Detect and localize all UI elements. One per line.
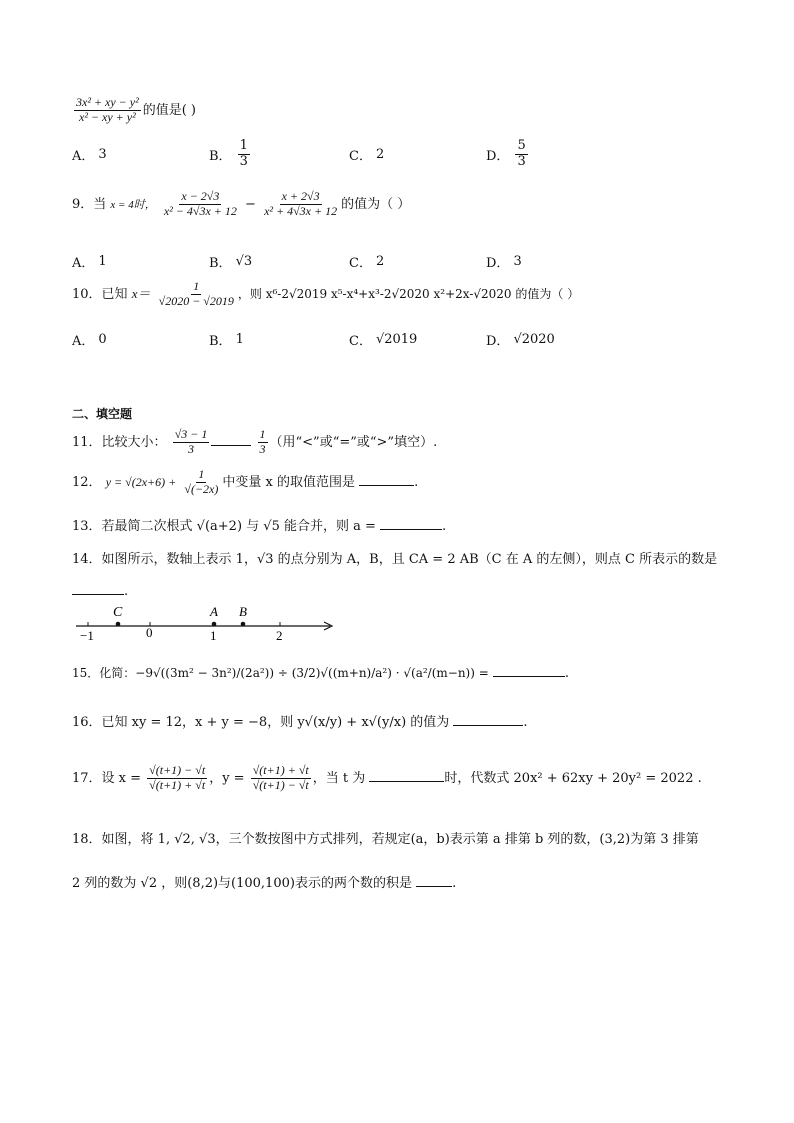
section-heading: 二、填空题 [72,407,133,421]
tick-label-0: 0 [146,625,153,640]
q8-denominator: x² − xy + y² [79,109,136,124]
option-letter: C． [349,334,372,349]
q9-fraction-1-numerator: x − 2√3 [181,189,220,203]
option-value: 2 [375,147,385,162]
q9-option-b[interactable] [209,252,252,271]
point-c-label: C [113,605,123,620]
q8-option-c[interactable] [349,145,384,164]
q8-options [72,138,672,169]
q9-fraction-2-denominator: x² + 4√3x + 12 [264,203,338,218]
point-a-dot [212,622,217,627]
q8-fraction [74,96,141,125]
option-value: √2020 [513,332,555,347]
q10-number: 10．已知 [72,286,128,302]
option-numerator: 5 [517,138,526,153]
q10-expression: ，则 x⁶-2√2019 x⁵-x⁴+x³-2√2020 x²+2x-√2020 的值为（ ） [237,286,580,301]
q10-option-b[interactable] [209,330,244,349]
q17-answer-blank[interactable] [369,767,444,782]
q12-answer-blank[interactable] [359,471,414,486]
q12-period: . [414,474,419,490]
q18-period: . [452,876,457,891]
q17-x-fraction [147,764,207,793]
q11-right-numerator: 1 [259,427,266,441]
option-numerator: 1 [239,138,248,153]
option-letter: B． [209,256,232,271]
q10-options [72,330,672,354]
option-letter: C． [349,149,372,164]
option-letter: A． [72,256,95,271]
q11-fraction-left [173,428,210,457]
q9-option-a[interactable] [72,252,107,271]
question-9-stem: 9．当 x = 4时， $\frac{x - 2√3}{\text{x² − 4√3x + 12}}$ − $\frac{x + 2√3}{\text{x² + 4√3x + 12}}$ 的值为（ ） [72,189,411,218]
q9-option-c[interactable] [349,252,384,271]
q16-answer-blank[interactable] [453,711,523,726]
q10-variable: x＝ [131,285,151,301]
q10-fraction [157,280,236,309]
q9-option-d[interactable] [486,252,522,271]
q14-stem-text: 14．如图所示，数轴上表示 1，√3 的点分别为 A，B，且 CA = 2 AB（C 在 A 的左侧），则点 C 所表示的数是 [72,552,718,567]
q9-options [72,252,672,276]
option-value: 2 [375,254,385,269]
q13-answer-blank[interactable] [380,515,442,530]
q9-fraction-2 [262,190,339,219]
q12-numerator: 1 [198,467,205,481]
option-letter: A． [72,334,95,349]
q11-fraction-right [258,428,268,457]
option-value: 3 [513,254,522,269]
question-11 [72,428,437,457]
q16-period: . [523,715,528,730]
q9-fraction-2-numerator: x + 2√3 [281,189,320,203]
q8-option-d[interactable] [486,139,530,170]
point-c-dot [116,622,121,627]
q13-stem-text: 13．若最简二次根式 √(a+2) 与 √5 能合并，则 a = [72,519,376,534]
q17-equation: 时，代数式 20x² + 62xy + 20y² = 2022 . [444,770,702,786]
q8-option-b[interactable] [209,139,252,170]
q10-numerator: 1 [193,279,200,293]
q12-denominator: √(−2x) [184,481,219,496]
q16-stem-text: 16．已知 xy = 12，x + y = −8，则 y√(x/y) + x√(y/x) 的值为 [72,715,450,730]
point-a-label: A [210,604,218,619]
q9-fraction-1 [162,190,239,219]
option-letter: C． [349,256,372,271]
q17-x-denominator: √(t+1) + √t [149,777,206,792]
q12-number: 12． [72,474,102,490]
q12-expression: y = √(2x+6) + [105,474,177,489]
option-value: √2019 [375,332,418,347]
q8-numerator: 3x² + xy − y² [76,95,139,109]
option-value: 0 [98,332,107,347]
q17-condition: ，当 t 为 [312,770,366,786]
q17-y-denominator: √(t+1) − √t [252,777,309,792]
option-letter: D． [486,148,510,164]
number-line-figure [72,600,342,644]
q18-stem-line-2: 2 列的数为 √2 ，则(8,2)与(100,100)表示的两个数的积是 [72,876,412,891]
option-value: 3 [98,147,107,162]
option-letter: D． [486,334,510,349]
point-b-dot [241,622,246,627]
q15-answer-blank[interactable] [493,662,565,677]
option-value: 1 [98,254,107,269]
option-fraction [238,139,250,170]
q10-option-c[interactable] [349,330,417,349]
q17-x-numerator: √(t+1) − √t [149,763,206,777]
q13-period: . [442,519,447,534]
tick-label-1: 1 [210,628,217,643]
q9-fraction-1-denominator: x² − 4√3x + 12 [163,203,237,218]
q9-number: 9．当 [72,196,107,212]
q11-answer-blank[interactable] [211,431,251,446]
q17-y-label: ，y = [209,770,245,786]
q11-left-numerator: √3 − 1 [174,427,208,441]
question-18-line-2 [72,872,456,891]
point-b-label: B [239,604,247,619]
question-12 [72,468,418,497]
option-letter: B． [209,148,232,164]
tick-label-neg1: −1 [80,628,94,643]
q11-instruction: （用“<”或“=”或“>”填空）. [269,434,438,450]
q10-option-a[interactable] [72,330,107,349]
tick-label-2: 2 [276,628,283,643]
option-letter: A． [72,149,95,164]
option-fraction [515,139,527,170]
q15-stem-text: 15．化简：−9√((3m² − 3n²)/(2a²)) ÷ (3/2)√((m+n)/a²) · √(a²/(m−n)) = [72,666,489,680]
q12-fraction [182,468,220,497]
q11-left-denominator: 3 [188,441,195,456]
q15-period: . [564,666,570,681]
q8-stem-text: 的值是( ) [142,102,196,118]
q17-x-label: 17．设 x = [72,770,142,786]
question-10-stem [72,280,579,309]
question-14-line-2 [72,580,128,599]
q10-option-d[interactable] [486,330,555,349]
q14-answer-blank[interactable] [72,580,124,595]
question-8-stem [72,96,196,125]
option-letter: B． [209,334,232,349]
option-denominator: 3 [239,153,248,169]
q18-answer-blank[interactable] [416,872,452,887]
q14-period: . [124,584,129,599]
q10-denominator: √2020 − √2019 [158,293,234,308]
question-13 [72,515,446,534]
q17-y-numerator: √(t+1) + √t [252,763,309,777]
q8-option-a[interactable] [72,145,107,164]
option-denominator: 3 [517,153,526,169]
question-18 [72,828,699,847]
option-value: √3 [235,254,253,269]
q9-stem-text: 的值为（ ） [341,196,411,212]
question-16 [72,711,528,730]
q17-y-fraction [251,764,311,793]
q12-stem-text: 中变量 x 的取值范围是 [222,474,355,490]
option-letter: D． [486,256,510,271]
question-15 [72,662,569,681]
question-14 [72,548,717,567]
option-value: 1 [235,332,244,347]
q11-number: 11．比较大小： [72,434,167,450]
q11-right-denominator: 3 [259,441,266,456]
q18-stem-line-1: 18．如图，将 1, √2, √3，三个数按图中方式排列，若规定(a，b)表示第 a 排第 b 列的数，(3,2)为第 3 排第 [72,832,699,847]
q9-condition: x = 4时， [110,198,156,211]
question-17 [72,764,702,793]
